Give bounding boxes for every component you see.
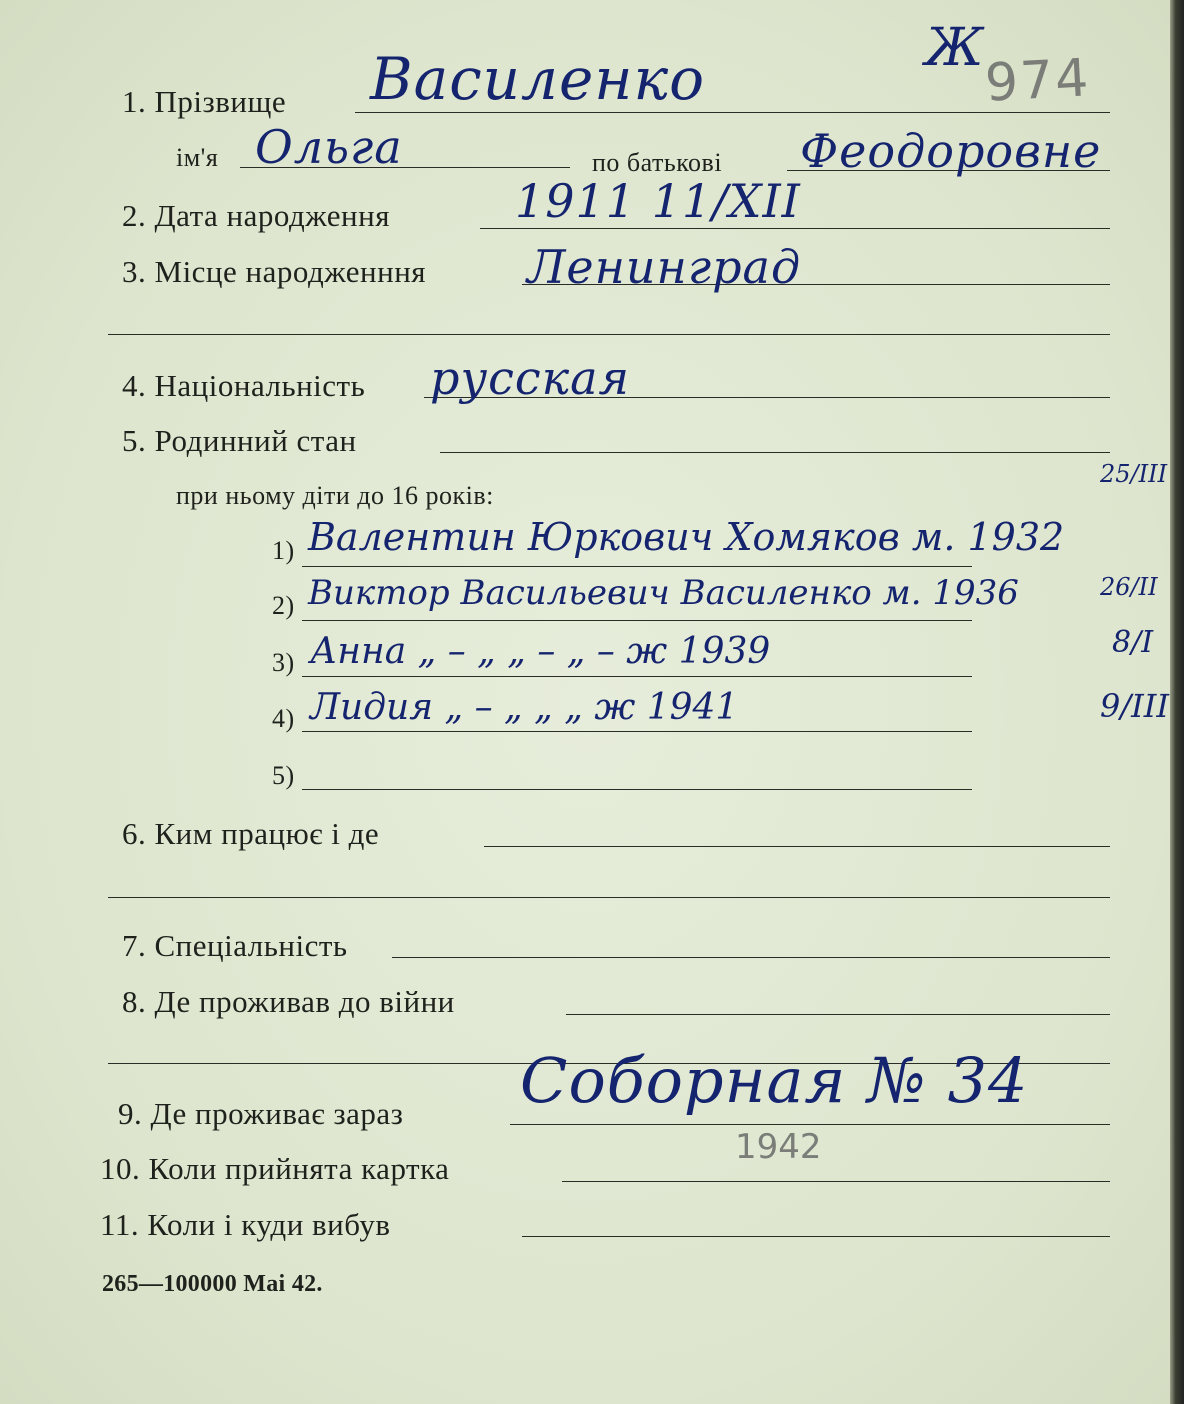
handwritten-letter: Ж bbox=[925, 18, 985, 78]
family-status-label: 5. Родинний стан bbox=[122, 423, 357, 458]
speciality-label: 7. Спеціальність bbox=[122, 928, 348, 963]
family-status-line bbox=[440, 452, 1110, 453]
card-accepted-value: 1942 bbox=[735, 1127, 822, 1167]
current-residence-label: 9. Де проживає зараз bbox=[118, 1096, 404, 1131]
prewar-residence-line bbox=[566, 1014, 1110, 1015]
birthplace-line-2 bbox=[108, 334, 1110, 335]
birthplace-label: 3. Місце народженння bbox=[122, 254, 427, 289]
prewar-residence-label: 8. Де проживав до війни bbox=[122, 984, 455, 1019]
child-1-line bbox=[302, 566, 972, 567]
surname-value: Василенко bbox=[370, 45, 706, 113]
occupation-line bbox=[484, 846, 1110, 847]
child-3-number: 3) bbox=[272, 648, 295, 677]
child-4-number: 4) bbox=[272, 704, 295, 733]
patronymic-label: по батькові bbox=[592, 148, 723, 177]
speciality-line bbox=[392, 957, 1110, 958]
child-1-value: Валентин Юркович Хомяков м. 1932 bbox=[308, 515, 1065, 559]
birthdate-label: 2. Дата народження bbox=[122, 198, 390, 233]
child-1-number: 1) bbox=[272, 536, 295, 565]
birthplace-value: Ленинград bbox=[527, 240, 802, 294]
child-2-line bbox=[302, 620, 972, 621]
child-2-value: Виктор Васильевич Василенко м. 1936 bbox=[308, 573, 1019, 613]
child-1-date: 25/III bbox=[1100, 460, 1168, 488]
departure-label: 11. Коли і куди вибув bbox=[100, 1207, 391, 1242]
child-3-date: 8/I bbox=[1112, 625, 1154, 660]
print-info: 265—100000 Маі 42. bbox=[102, 1271, 323, 1297]
child-3-value: Анна „ – „ „ – „ – ж 1939 bbox=[310, 631, 771, 672]
name-label: ім'я bbox=[176, 143, 219, 172]
departure-line bbox=[522, 1236, 1110, 1237]
nationality-value: русская bbox=[430, 351, 631, 405]
current-residence-value: Соборная № 34 bbox=[520, 1044, 1029, 1117]
nationality-label: 4. Національність bbox=[122, 368, 366, 403]
child-4-date: 9/III bbox=[1100, 687, 1170, 725]
children-label: при ньому діти до 16 років: bbox=[176, 481, 494, 510]
child-5-line bbox=[302, 789, 972, 790]
child-2-date: 26/II bbox=[1100, 573, 1158, 601]
occupation-line-2 bbox=[108, 897, 1110, 898]
pencil-number: 974 bbox=[983, 48, 1092, 114]
current-residence-line bbox=[510, 1124, 1110, 1125]
card-accepted-label: 10. Коли прийнята картка bbox=[100, 1151, 450, 1186]
occupation-label: 6. Ким працює і де bbox=[122, 816, 380, 851]
name-value: Ольга bbox=[255, 120, 403, 174]
child-3-line bbox=[302, 676, 972, 677]
child-2-number: 2) bbox=[272, 591, 295, 620]
surname-label: 1. Прізвище bbox=[122, 84, 287, 119]
child-4-line bbox=[302, 731, 972, 732]
patronymic-value: Феодоровне bbox=[800, 124, 1102, 178]
child-5-number: 5) bbox=[272, 761, 295, 790]
birthdate-line bbox=[480, 228, 1110, 229]
card-accepted-line bbox=[562, 1181, 1110, 1182]
birthdate-value: 1911 11/XII bbox=[515, 174, 801, 228]
child-4-value: Лидия „ – „ „ „ ж 1941 bbox=[310, 687, 739, 728]
card-edge bbox=[1170, 0, 1184, 1404]
